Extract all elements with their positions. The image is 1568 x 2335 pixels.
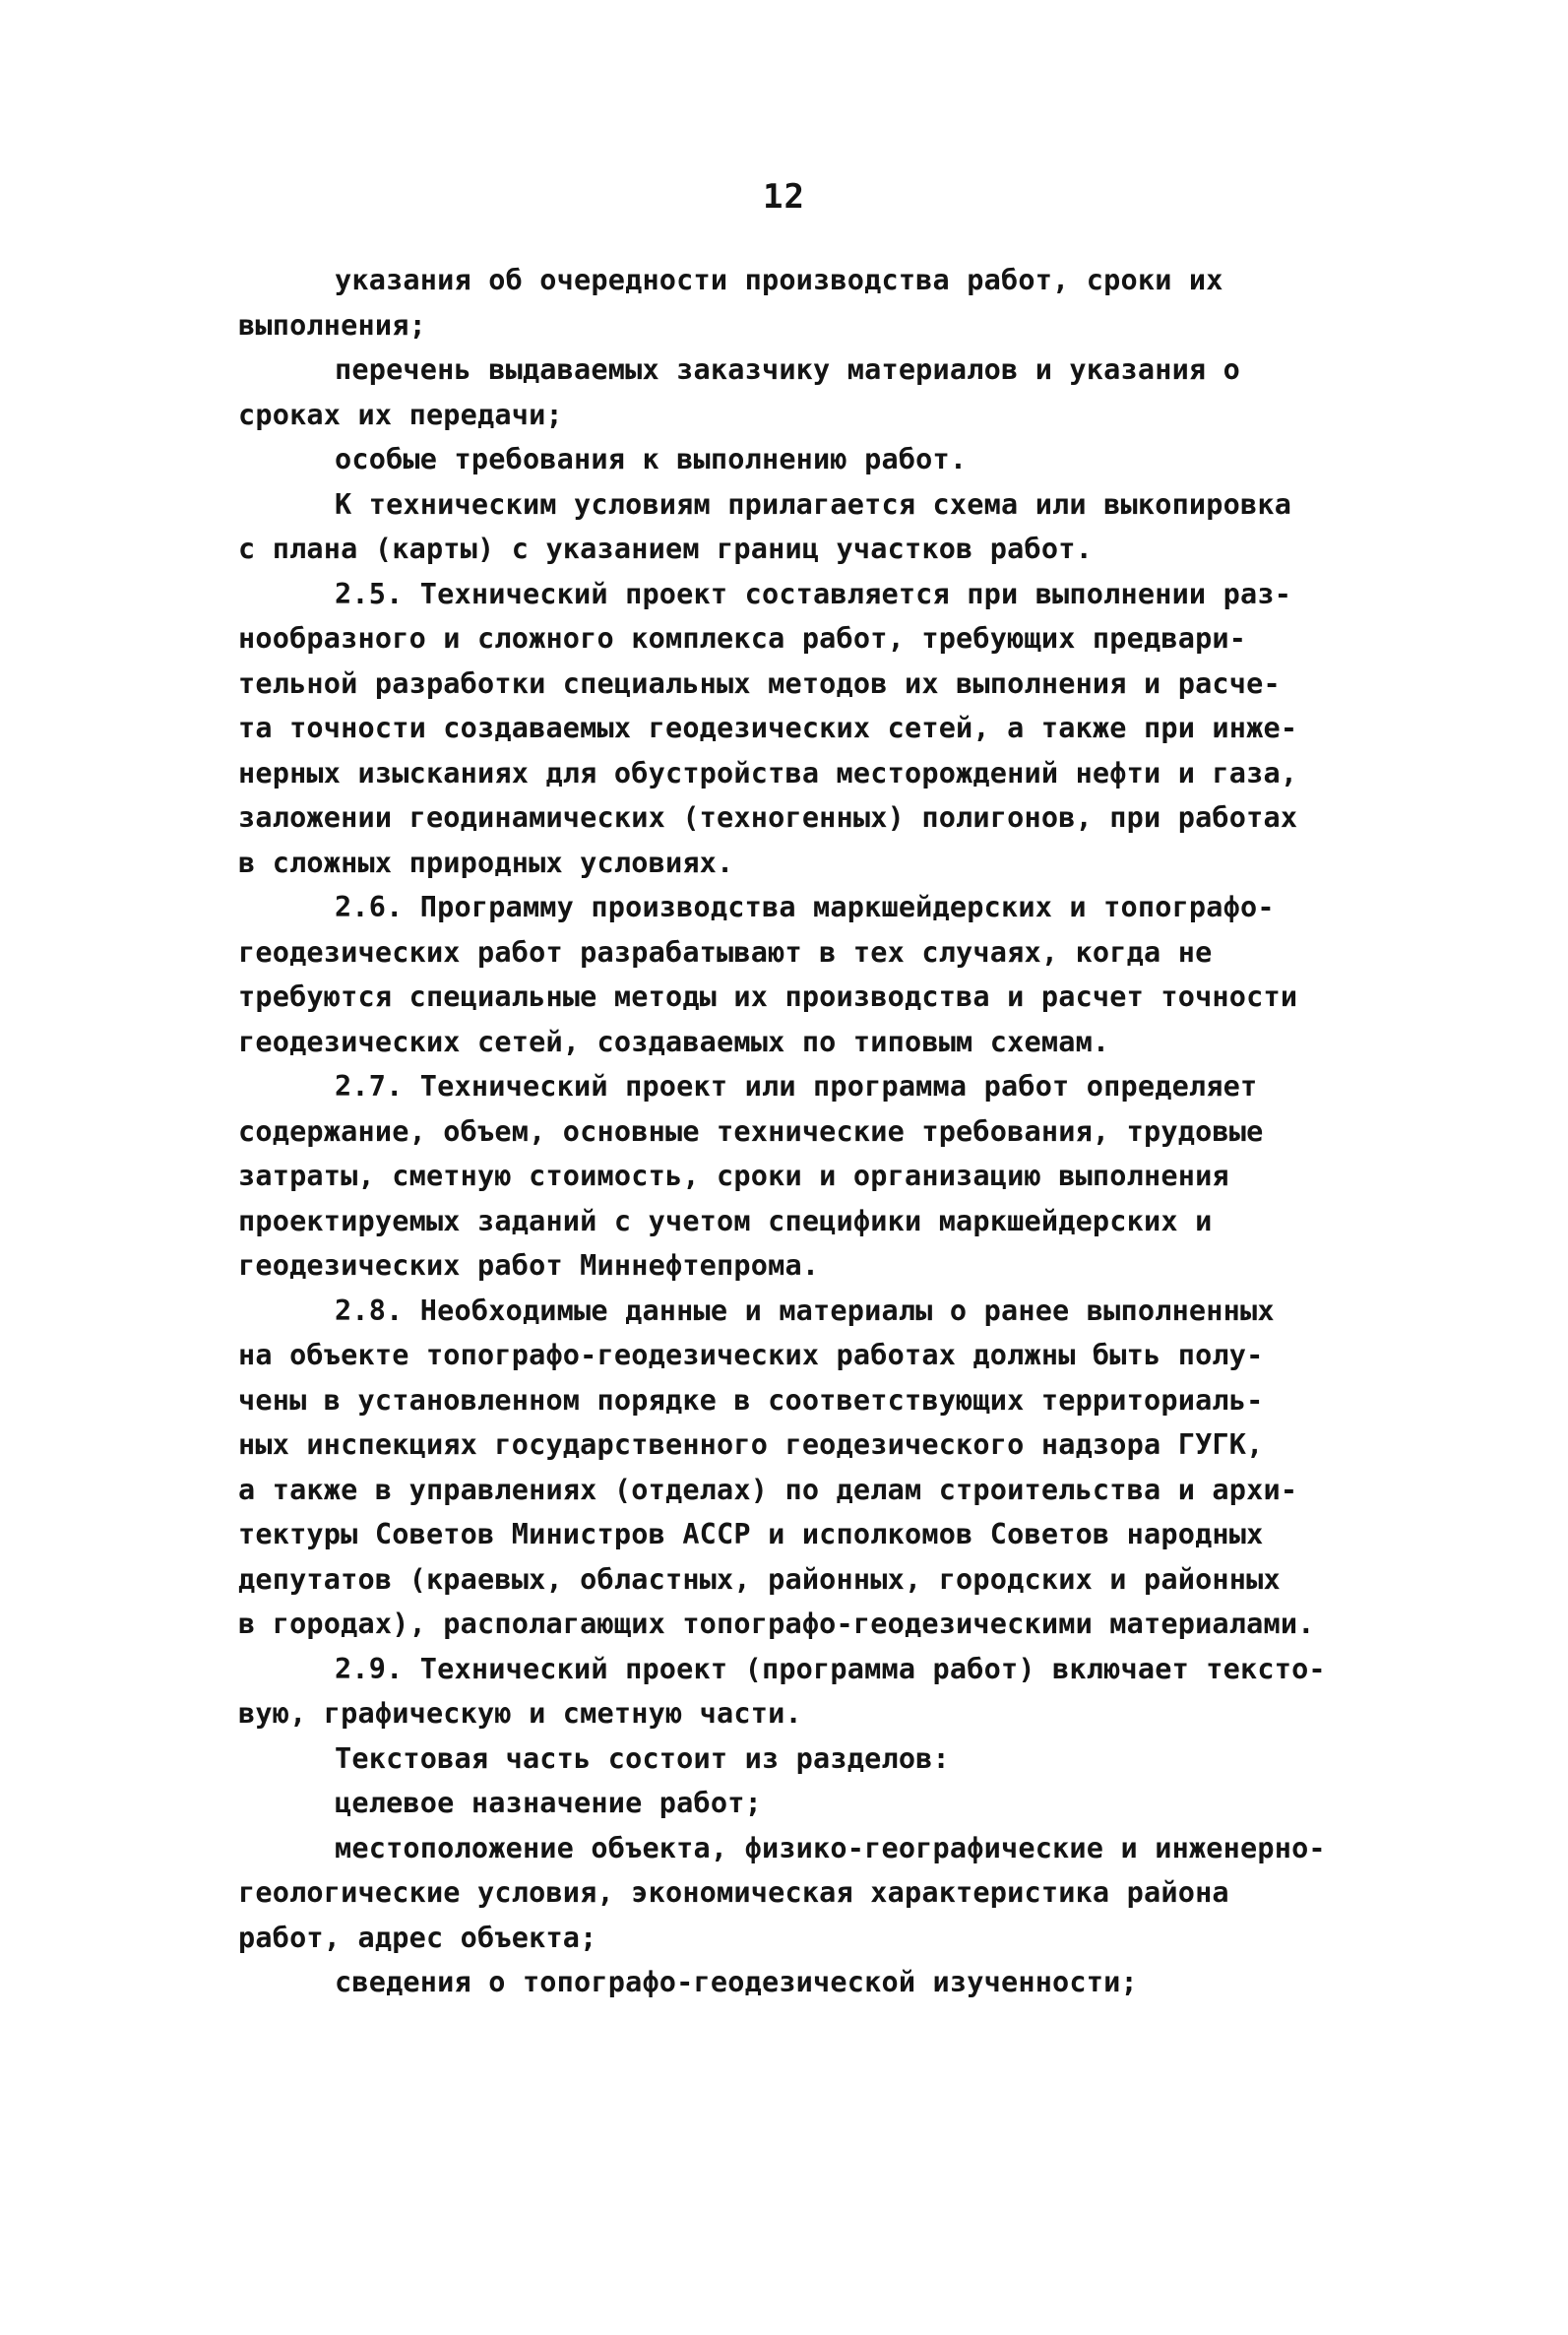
text-line: заложении геодинамических (техногенных) полигонов, при работах	[238, 801, 1298, 834]
text-line: 2.8. Необходимые данные и материалы о ранее выполненных	[335, 1294, 1275, 1327]
text-line: 2.7. Технический проект или программа работ определяет	[335, 1070, 1258, 1103]
text-line: особые требования к выполнению работ.	[335, 443, 968, 475]
text-line: 2.9. Технический проект (программа работ) включает тексто-	[335, 1652, 1326, 1685]
text-line: геодезических работ разрабатывают в тех случаях, когда не	[238, 935, 1213, 969]
body-text	[238, 258, 1429, 2005]
text-line: геодезических сетей, создаваемых по типовым схемам.	[238, 1025, 1110, 1058]
text-line: чены в установленном порядке в соответствующих территориаль-	[238, 1383, 1264, 1417]
text-line: Текстовая часть состоит из разделов:	[335, 1741, 950, 1775]
text-line: нообразного и сложного комплекса работ, требующих предвари-	[238, 622, 1247, 655]
text-line: перечень выдаваемых заказчику материалов и указания о	[335, 353, 1240, 386]
text-line: работ, адрес объекта;	[238, 1921, 597, 1954]
text-line: требуются специальные методы их производства и расчет точности	[238, 980, 1298, 1013]
page-number: 12	[763, 177, 805, 217]
text-line: тектуры Советов Министров АССР и исполкомов Советов народных	[238, 1518, 1264, 1550]
text-line: геологические условия, экономическая характеристика района	[238, 1876, 1229, 1909]
text-line: выполнения;	[238, 308, 426, 342]
text-line: вую, графическую и сметную части.	[238, 1697, 802, 1730]
text-line: в городах), располагающих топографо-геодезическими материалами.	[238, 1608, 1315, 1640]
text-line: сроках их передачи;	[238, 398, 563, 431]
text-line: на объекте топографо-геодезических работах должны быть полу-	[238, 1339, 1264, 1371]
text-line: 2.6. Программу производства маркшейдерских и топографо-	[335, 891, 1275, 923]
text-line: тельной разработки специальных методов их выполнения и расче-	[238, 666, 1281, 700]
text-line: проектируемых заданий с учетом специфики маркшейдерских и	[238, 1204, 1213, 1237]
text-line: К техническим условиям прилагается схема или выкопировка	[335, 487, 1292, 521]
text-line: ных инспекциях государственного геодезического надзора ГУГК,	[238, 1428, 1264, 1461]
text-line: с плана (карты) с указанием границ участков работ.	[238, 533, 1093, 565]
text-line: а также в управлениях (отделах) по делам строительства и архи-	[238, 1473, 1298, 1506]
text-line: затраты, сметную стоимость, сроки и организацию выполнения	[238, 1160, 1229, 1192]
text-line: содержание, объем, основные технические требования, трудовые	[238, 1114, 1264, 1148]
text-line: в сложных природных условиях.	[238, 846, 734, 879]
text-line: сведения о топографо-геодезической изученности;	[335, 1966, 1138, 1998]
text-line: та точности создаваемых геодезических сетей, а также при инже-	[238, 712, 1298, 744]
text-line: 2.5. Технический проект составляется при выполнении раз-	[335, 577, 1292, 610]
text-line: нерных изысканиях для обустройства месторождений нефти и газа,	[238, 756, 1298, 789]
text-line: указания об очередности производства работ, сроки их	[335, 264, 1223, 296]
text-line: целевое назначение работ;	[335, 1787, 762, 1819]
text-line: местоположение объекта, физико-географические и инженерно-	[335, 1831, 1326, 1864]
text-line: геодезических работ Миннефтепрома.	[238, 1249, 820, 1282]
text-line: депутатов (краевых, областных, районных, городских и районных	[238, 1562, 1281, 1596]
